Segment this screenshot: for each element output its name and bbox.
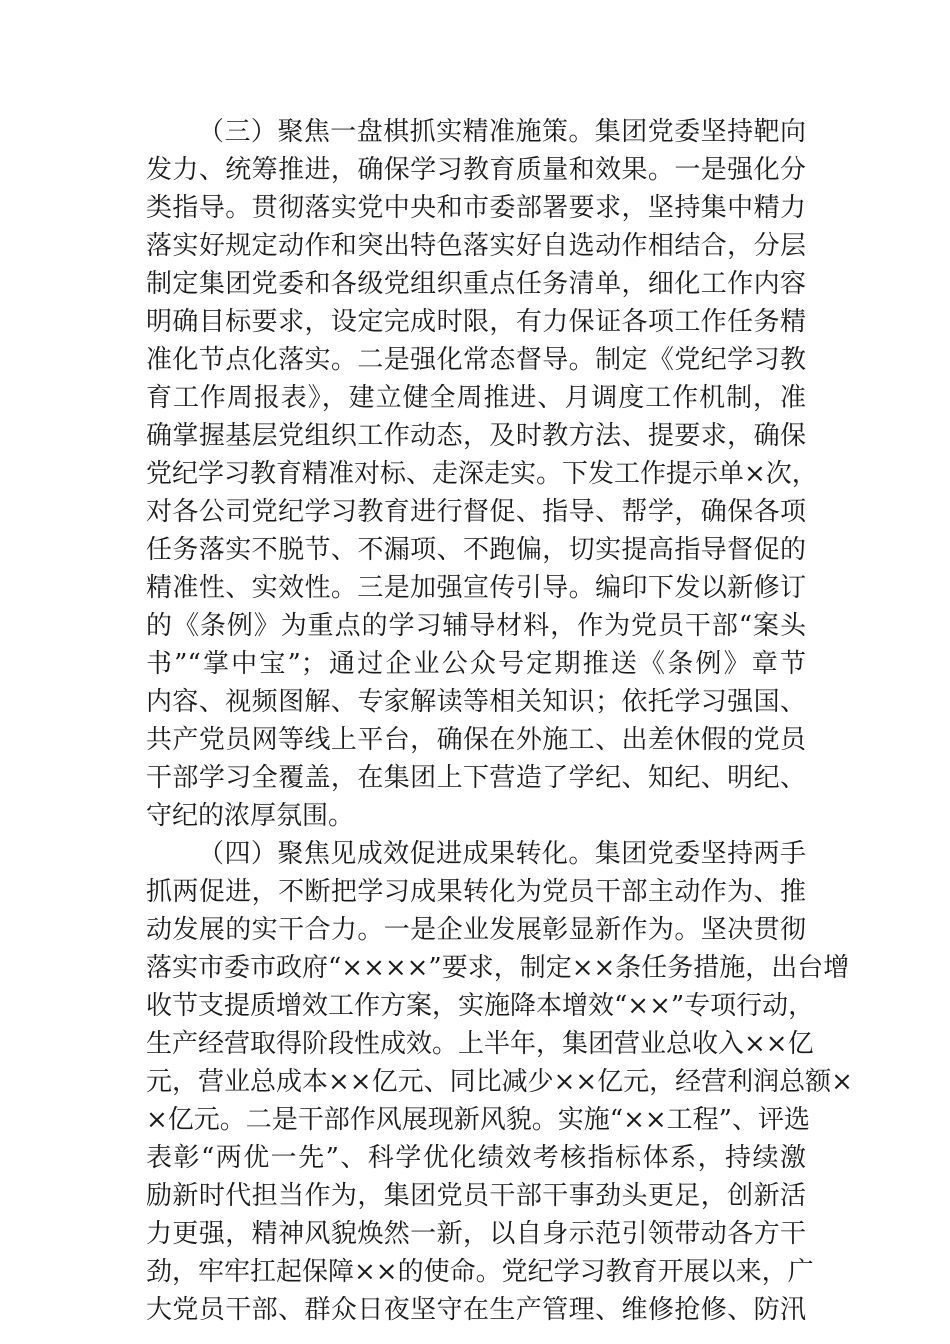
text-line: 元，营业总成本××亿元、同比减少××亿元，经营利润总额× xyxy=(146,1067,853,1097)
text-line: ×亿元。二是干部作风展现新风貌。实施“××工程”、评选 xyxy=(146,1105,810,1135)
text-line: 准化节点化落实。二是强化常态督导。制定《党纪学习教 xyxy=(146,345,806,375)
text-line: 精准性、实效性。三是加强宣传引导。编印下发以新修订 xyxy=(146,573,806,603)
text-line: 落实好规定动作和突出特色落实好自选动作相结合，分层 xyxy=(146,231,806,261)
text-line: 发力、统筹推进，确保学习教育质量和效果。一是强化分 xyxy=(146,155,806,185)
text-line: 干部学习全覆盖，在集团上下营造了学纪、知纪、明纪、 xyxy=(146,763,806,793)
text-line: 党纪学习教育精准对标、走深走实。下发工作提示单×次， xyxy=(146,459,818,489)
text-line: 书”“掌中宝”；通过企业公众号定期推送《条例》章节 xyxy=(146,649,806,679)
text-line: 力更强，精神风貌焕然一新，以自身示范引领带动各方干 xyxy=(146,1219,806,1249)
text-line: 生产经营取得阶段性成效。上半年，集团营业总收入××亿 xyxy=(146,1029,814,1059)
text-line: 内容、视频图解、专家解读等相关知识；依托学习强国、 xyxy=(146,687,806,717)
text-line: 明确目标要求，设定完成时限，有力保证各项工作任务精 xyxy=(146,307,806,337)
text-line: 大党员干部、群众日夜坚守在生产管理、维修抢修、防汛 xyxy=(146,1295,806,1325)
text-line: 守纪的浓厚氛围。 xyxy=(146,801,355,831)
text-line: 动发展的实干合力。一是企业发展彰显新作为。坚决贯彻 xyxy=(146,915,806,945)
text-line: 劲，牢牢扛起保障××的使命。党纪学习教育开展以来，广 xyxy=(146,1257,814,1287)
text-line: 确掌握基层党组织工作动态，及时教方法、提要求，确保 xyxy=(146,421,806,451)
text-line: 任务落实不脱节、不漏项、不跑偏，切实提高指导督促的 xyxy=(146,535,806,565)
text-line: 共产党员网等线上平台，确保在外施工、出差休假的党员 xyxy=(146,725,806,755)
text-line: 表彰“两优一先”、科学优化绩效考核指标体系，持续激 xyxy=(146,1143,806,1173)
text-line: 对各公司党纪学习教育进行督促、指导、帮学，确保各项 xyxy=(146,497,806,527)
text-line: 励新时代担当作为，集团党员干部干事劲头更足，创新活 xyxy=(146,1181,806,1211)
text-line: 育工作周报表》，建立健全周推进、月调度工作机制，准 xyxy=(146,383,806,413)
paragraph-section-4 xyxy=(146,835,853,1329)
text-line: （四）聚焦见成效促进成果转化。集团党委坚持两手 xyxy=(198,839,806,869)
text-line: 抓两促进，不断把学习成果转化为党员干部主动作为、推 xyxy=(146,877,806,907)
text-line: 的《条例》为重点的学习辅导材料，作为党员干部“案头 xyxy=(146,611,806,641)
text-line: 制定集团党委和各级党组织重点任务清单，细化工作内容 xyxy=(146,269,806,299)
text-line: 收节支提质增效工作方案，实施降本增效“××”专项行动， xyxy=(146,991,815,1021)
text-line: 类指导。贯彻落实党中央和市委部署要求，坚持集中精力 xyxy=(146,193,806,223)
paragraph-section-3 xyxy=(146,113,818,835)
text-line: 落实市委市政府“××××”要求，制定××条任务措施，出台增 xyxy=(146,953,850,983)
text-line: （三）聚焦一盘棋抓实精准施策。集团党委坚持靶向 xyxy=(198,117,806,147)
